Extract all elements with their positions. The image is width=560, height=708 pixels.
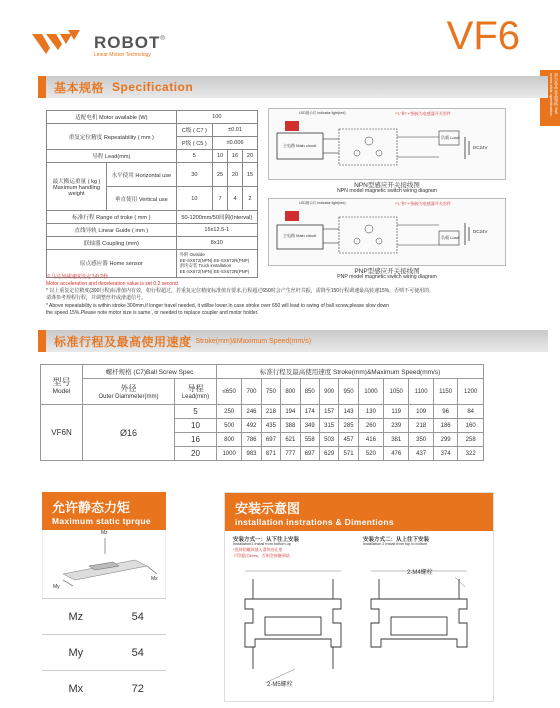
speed-cell: 119 — [384, 405, 409, 419]
stroke-col: 1200 — [458, 379, 484, 405]
install-method1-en: Installation1 Install from bottom up — [233, 542, 291, 546]
stroke-col: 700 — [242, 379, 261, 405]
motor-value: 100 — [176, 111, 257, 124]
guide-label: 直线导轨 Linear Guide ( mm ) — [47, 224, 177, 237]
sensor-outside: 外附 Outside — [179, 252, 205, 257]
speed-cell: 871 — [261, 447, 280, 461]
npn-note: *"L"和"+"指接为电感器开关用件 — [395, 111, 451, 116]
weight-label: 最大搬运重量 ( kg ) Maximum handling weight — [47, 163, 107, 211]
install-method1: 安装方式一：从下往上安装 — [233, 537, 300, 543]
brand-logo — [32, 30, 165, 56]
pnp-dc-label: DC24V — [473, 229, 488, 234]
od-cell: Ø16 — [83, 405, 175, 461]
pnp-caption: PNP型感应开关接线图 — [354, 268, 420, 275]
speed-cell: 186 — [433, 419, 458, 433]
weight-cell: 25 — [213, 163, 228, 187]
pnp-note: *"L"和"+"指接为电感器开关用件 — [395, 201, 451, 206]
pnp-caption-en: PNP model magnetic switch wiring diagram — [337, 274, 437, 280]
screw-head: 螺杆规格 (C7)Ball Screw Spec — [83, 365, 217, 379]
static-torque-panel — [42, 492, 166, 702]
sensor-truck-value: EE-SX672(NPN) EE-SX672R(PNP) — [179, 269, 250, 275]
torque-key: Mz — [42, 599, 110, 635]
pnp-light-label: LED指示灯 Indicator light(red) — [299, 201, 346, 205]
pnp-load-label: 负载 Load — [441, 235, 460, 240]
speed-cell: 435 — [261, 419, 280, 433]
torque-key: My — [42, 635, 110, 671]
weight-cell: 4 — [228, 187, 243, 211]
m4-bolt-label: 2-M4螺栓 — [407, 570, 433, 576]
speed-cell: 374 — [433, 447, 458, 461]
repeat-c5: P级 ( C5 ) — [176, 137, 212, 150]
stroke-col: 800 — [281, 379, 300, 405]
npn-caption: NPN型感应开关接线图 — [354, 182, 420, 189]
speed-cell: 258 — [458, 433, 484, 447]
speed-cell: 218 — [409, 419, 434, 433]
speed-cell: 457 — [339, 433, 358, 447]
weight-cell: 7 — [213, 187, 228, 211]
static-title-en: Maximum static tprque — [52, 516, 151, 526]
axis-my-label: My — [53, 584, 60, 590]
coupling-label: 联轴器 Coupling (mm) — [47, 237, 177, 250]
speed-cell: 174 — [300, 405, 319, 419]
speed-cell: 322 — [458, 447, 484, 461]
note-2b: the speed 15%.Please note motor size is same , or needed to replace coupler and motor holder. — [46, 309, 259, 316]
od-head-en: Outer Diammeter(mm) — [98, 394, 159, 400]
spec-table — [46, 110, 258, 278]
speed-head: 标准行程及最高使用速度 Stroke(mm)&Maximum Speed(mm/s) — [217, 365, 484, 379]
speed-cell: 697 — [300, 447, 319, 461]
speed-cell: 503 — [319, 433, 338, 447]
motor-label: 适配电机 Motor available (W) — [47, 111, 177, 124]
model-title: VF6 — [446, 14, 520, 58]
spec-title-en: Specification — [112, 80, 194, 94]
lead-cell: 10 — [175, 419, 217, 433]
speed-cell: 260 — [358, 419, 383, 433]
speed-cell: 315 — [319, 419, 338, 433]
install-method2-en: Installation 2 Install from top to bottom — [363, 542, 428, 546]
install-note2: 不得超过5mm，否则会接触到轨 — [233, 553, 290, 558]
speed-cell: 350 — [409, 433, 434, 447]
weight-cell: 20 — [228, 163, 243, 187]
lead-cell: 5 — [175, 405, 217, 419]
lead-label: 导程 Lead(mm) — [47, 150, 177, 163]
note-1b: 请谨参考规程行程，并调整丝杆或滑道信号。 — [46, 295, 147, 302]
axis-mx-label: Mx — [151, 576, 158, 582]
speed-cell: 239 — [384, 419, 409, 433]
repeat-c7-value: ±0.01 — [213, 124, 258, 137]
stroke-title-en: Stroke(mm)&Maximum Speed(mm/s) — [195, 337, 312, 345]
lead-cell: 16 — [228, 150, 243, 163]
npn-caption-en: NPN model magnetic switch wiring diagram — [336, 188, 438, 194]
weight-cell: 15 — [242, 163, 257, 187]
speed-cell: 250 — [217, 405, 242, 419]
torque-value: 72 — [110, 671, 166, 707]
stroke-col: 1050 — [384, 379, 409, 405]
torque-key: Mx — [42, 671, 110, 707]
static-torque-header — [42, 492, 166, 530]
stroke-col: 1000 — [358, 379, 383, 405]
model-head-en: Model — [52, 387, 71, 395]
speed-cell: 629 — [319, 447, 338, 461]
weight-cell: 2 — [242, 187, 257, 211]
band-marker — [38, 330, 46, 352]
stroke-col: 850 — [300, 379, 319, 405]
speed-cell: 160 — [458, 419, 484, 433]
stroke-col: 1150 — [433, 379, 458, 405]
speed-cell: 388 — [281, 419, 300, 433]
speed-cell: 520 — [358, 447, 383, 461]
side-tab: 滑台產品 產品規格 Ball screw slide specification — [540, 70, 560, 126]
brand-name: ROBOT — [94, 33, 161, 52]
speed-cell: 786 — [242, 433, 261, 447]
install-title-en: installation instrations & Dimentions — [235, 517, 394, 527]
weight-cell: 10 — [176, 187, 212, 211]
install-panel — [224, 492, 494, 702]
speed-cell: 983 — [242, 447, 261, 461]
notes-body — [46, 288, 516, 317]
weight-horizontal: 水平使用 Horizontal use — [107, 163, 177, 187]
speed-cell: 558 — [300, 433, 319, 447]
npn-dc-label: DC24V — [473, 145, 488, 150]
notes — [46, 274, 266, 289]
install-note1: *选择铝螺丝插入滑块的孔里 — [233, 547, 283, 552]
install-header — [225, 493, 493, 531]
note-2: * Above repeatability is within stroke 300mm,if longer travel needed, it willbe lower.In case stroke over 650 will lead to swing of ball screw,please slow down — [46, 302, 389, 309]
torque-axis-diagram — [42, 530, 166, 598]
m5-bolt-label: 2-M5螺栓 — [267, 682, 293, 688]
stroke-section-header — [38, 330, 548, 352]
speed-cell: 285 — [339, 419, 358, 433]
note-1: * 以上重复定位精度(300行程)标准值内有效，如行程超过，若重复定位精度标准值有要求,行程超过650时会产生丝杆共振，需降至150行程调速最高转速15%，否则不可使用的。 — [46, 288, 435, 294]
lead-cell: 20 — [242, 150, 257, 163]
speed-cell: 621 — [281, 433, 300, 447]
speed-cell: 416 — [358, 433, 383, 447]
speed-cell: 194 — [281, 405, 300, 419]
speed-cell: 143 — [339, 405, 358, 419]
static-title-cn: 允许静态力矩 — [52, 500, 131, 515]
spec-section-header — [38, 76, 548, 98]
od-head-cn: 外径 — [120, 384, 137, 393]
stroke-col: 950 — [339, 379, 358, 405]
install-method2: 安装方式二：从上往下安装 — [363, 537, 430, 543]
stroke-col: 900 — [319, 379, 338, 405]
pnp-main-label: 主电路 Main circuit — [283, 233, 317, 238]
coupling-value: 8x10 — [176, 237, 257, 250]
model-head-cn: 型号 — [52, 376, 71, 387]
speed-cell: 109 — [409, 405, 434, 419]
model-cell: VF6N — [41, 405, 83, 461]
lead-cell: 5 — [176, 150, 212, 163]
speed-cell: 84 — [458, 405, 484, 419]
speed-cell: 500 — [217, 419, 242, 433]
npn-main-label: 主电路 Main circuit — [283, 143, 317, 148]
lead-cell: 20 — [175, 447, 217, 461]
install-drawings — [225, 559, 493, 704]
lead-cell: 16 — [175, 433, 217, 447]
speed-cell: 96 — [433, 405, 458, 419]
stroke-label: 标准行程 Range of troke ( mm ) — [47, 211, 177, 224]
speed-cell: 157 — [319, 405, 338, 419]
speed-cell: 1000 — [217, 447, 242, 461]
weight-cell: 30 — [176, 163, 212, 187]
install-title-cn: 安装示意图 — [235, 501, 301, 516]
registered-mark: ® — [160, 36, 165, 42]
stroke-value: 50-1200mm/50间隔(Interval) — [176, 211, 257, 224]
repeat-c5-value: ±0.006 — [213, 137, 258, 150]
speed-cell: 381 — [384, 433, 409, 447]
axis-mz-label: Mz — [101, 530, 108, 536]
stroke-speed-table — [40, 364, 484, 461]
npn-wiring-diagram — [268, 108, 506, 180]
lead-head-en: Lead(mm) — [181, 394, 210, 400]
speed-cell: 571 — [339, 447, 358, 461]
repeat-label: 重复定位精度 Repeatability ( mm ) — [47, 124, 177, 150]
weight-vertical: 垂直使用 Vertical use — [107, 187, 177, 211]
lead-cell: 10 — [213, 150, 228, 163]
sensor-truck: 滑块安装 Truck installation — [179, 263, 232, 269]
speed-cell: 299 — [433, 433, 458, 447]
sensor-label: 原点感应器 Home sensor — [47, 250, 177, 278]
brand-sub: Linear Motion Technology — [94, 52, 151, 58]
guide-value: 15x12.5-1 — [176, 224, 257, 237]
stroke-title-cn: 标准行程及最高使用速度 — [54, 334, 192, 349]
speed-cell: 349 — [300, 419, 319, 433]
speed-cell: 777 — [281, 447, 300, 461]
torque-value: 54 — [110, 599, 166, 635]
npn-load-label: 负载 Load — [441, 135, 460, 140]
torque-value: 54 — [110, 635, 166, 671]
note-red-cn: ※马达加减速度设定为0.2秒 — [46, 274, 108, 280]
stroke-col: 1100 — [409, 379, 434, 405]
npn-light-label: LED指示灯 Indicator light(red) — [299, 111, 346, 115]
note-red-en: Motor acceleration and deceleration value is set 0.2 second — [46, 281, 178, 288]
repeat-c7: C级 ( C7 ) — [176, 124, 212, 137]
lead-head-cn: 导程 — [187, 384, 204, 393]
band-marker — [38, 76, 46, 98]
speed-cell: 800 — [217, 433, 242, 447]
speed-cell: 246 — [242, 405, 261, 419]
speed-cell: 437 — [409, 447, 434, 461]
speed-cell: 130 — [358, 405, 383, 419]
static-torque-table — [42, 598, 166, 707]
sensor-outside-value: EE-SX672(NPN) EE-SX672R(PNP) — [179, 257, 250, 263]
speed-cell: 697 — [261, 433, 280, 447]
stroke-col: 750 — [261, 379, 280, 405]
logo-icon — [32, 30, 90, 56]
stroke-col: ≤650 — [217, 379, 242, 405]
speed-cell: 218 — [261, 405, 280, 419]
speed-cell: 476 — [384, 447, 409, 461]
speed-cell: 492 — [242, 419, 261, 433]
spec-title-cn: 基本规格 — [54, 80, 105, 95]
pnp-wiring-diagram — [268, 198, 506, 266]
